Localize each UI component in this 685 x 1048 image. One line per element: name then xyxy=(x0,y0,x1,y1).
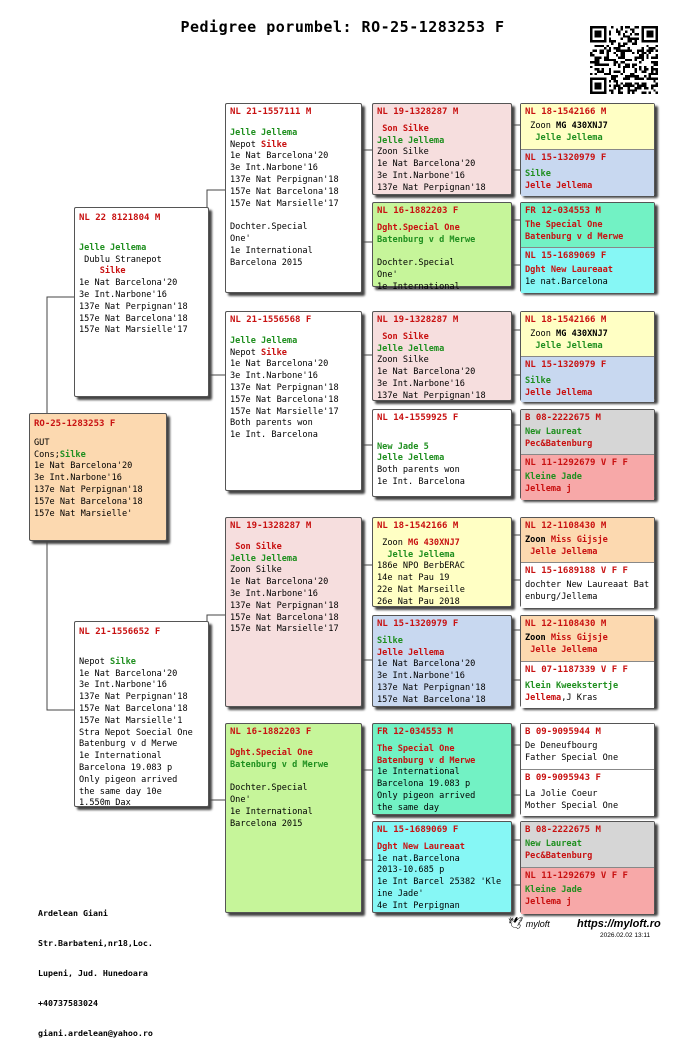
detail-line: Zoon Miss Gijsje xyxy=(525,632,608,643)
detail-line: 157e Nat Barcelona'18 xyxy=(230,394,339,405)
detail-line: 157e Nat Barcelona'18 xyxy=(377,694,486,705)
detail-line: 157e Nat Marsielle' xyxy=(34,508,133,519)
detail-line: 1e Nat Barcelona'20 xyxy=(230,151,329,162)
detail-line: Jelle Jellema xyxy=(530,644,598,655)
detail-line: New Jade 5 xyxy=(377,441,429,452)
detail-line: Zoon Silke xyxy=(230,565,282,576)
gen4-ring-4: NL 15-1689069 F xyxy=(525,251,607,261)
gen3-card-8[interactable] xyxy=(372,821,512,913)
detail-line: 4e Int Perpignan xyxy=(377,900,460,911)
gen4-ring-10: NL 15-1689188 V F F xyxy=(525,566,628,576)
detail-line: 1e Nat Barcelona'20 xyxy=(377,367,476,378)
detail-line: 1e Nat Barcelona'20 xyxy=(79,668,178,679)
gen3-card-7[interactable] xyxy=(372,723,512,815)
gen4-ring-13: B 09-9095944 M xyxy=(525,727,601,737)
gen4-details-6 xyxy=(525,376,650,400)
detail-line: One' xyxy=(230,233,251,244)
breeder-street: Str.Barbateni,nr18,Loc. xyxy=(38,938,153,948)
detail-line: 1e International xyxy=(230,806,313,817)
detail-line: Dght New Laureaat xyxy=(525,264,613,275)
gen4-ring-12: NL 07-1187339 V F F xyxy=(525,665,628,675)
detail-line: 1e Nat Barcelona'20 xyxy=(230,577,329,588)
dam-dam-details xyxy=(230,748,357,831)
detail-line: 14e nat Pau 19 xyxy=(377,573,450,584)
detail-line: Jelle Jellema xyxy=(230,553,298,564)
detail-line: Jelle Jellema xyxy=(525,180,593,191)
detail-line xyxy=(230,210,357,222)
detail-line: Jelle Jellema xyxy=(387,549,455,560)
detail-line: Stra Nepot Soecial One xyxy=(79,727,193,738)
gen4-details-2 xyxy=(525,169,650,193)
detail-line: Batenburg v d Merwe xyxy=(79,739,178,750)
gen4-cell-7[interactable] xyxy=(521,410,654,454)
detail-line: Barcelona 2015 xyxy=(230,818,303,829)
detail-line xyxy=(377,430,507,442)
detail-line: New Laureat xyxy=(525,426,582,437)
detail-line: Jelle Jellema xyxy=(530,546,598,557)
detail-line: 1e International xyxy=(230,245,313,256)
detail-line: ine Jade' xyxy=(377,888,424,899)
detail-line: De Deneufbourg xyxy=(525,740,598,751)
detail-line: 157e Nat Marsielle'17 xyxy=(230,406,339,417)
detail-line: 3e Int.Narbone'16 xyxy=(79,289,167,300)
page-title: Pedigree porumbel: RO-25-1283253 F xyxy=(180,18,505,36)
detail-line: Nepot Silke xyxy=(79,656,136,667)
detail-line: Silke xyxy=(525,375,551,386)
detail-line: 137e Nat Perpignan'18 xyxy=(79,692,188,703)
gen4-details-5 xyxy=(525,329,650,353)
detail-line: Cons;Silke xyxy=(34,449,86,460)
gen4-cell-13[interactable] xyxy=(521,724,654,769)
gen4-cell-11[interactable] xyxy=(521,616,654,661)
gen4-details-11 xyxy=(525,633,650,657)
detail-line: 3e Int.Narbone'16 xyxy=(377,671,465,682)
detail-line: 1e International xyxy=(377,767,460,778)
dove-icon: 🕊 xyxy=(508,916,524,930)
gen4-cell-14[interactable] xyxy=(521,769,654,816)
detail-line: Son Silke xyxy=(382,123,429,134)
gen3-details-2 xyxy=(377,223,507,294)
dam-sire-card[interactable] xyxy=(225,517,362,707)
detail-line: Both parents won xyxy=(230,418,313,429)
detail-line: Pec&Batenburg xyxy=(525,850,593,861)
gen4-ring-1: NL 18-1542166 M xyxy=(525,107,607,117)
breeder-name: Ardelean Giani xyxy=(38,908,108,918)
myloft-logo xyxy=(508,916,550,930)
sire-dam-card[interactable] xyxy=(225,311,362,491)
detail-line: 157e Nat Barcelona'18 xyxy=(230,612,339,623)
detail-line: the same day 10e xyxy=(79,786,162,797)
detail-line: dochter New Laureaat Bat xyxy=(525,579,650,590)
detail-line: Dochter.Special xyxy=(230,222,308,233)
gen3-ring-6: NL 15-1320979 F xyxy=(377,619,459,629)
sire-sire-details xyxy=(230,128,357,270)
gen4-details-1 xyxy=(525,121,650,145)
gen4-cell-9[interactable] xyxy=(521,518,654,562)
gen4-cell-8[interactable] xyxy=(521,454,654,500)
gen4-details-9 xyxy=(525,535,650,559)
subject-ring: RO-25-1283253 F xyxy=(34,419,116,429)
detail-line: Zoon Miss Gijsje xyxy=(525,534,608,545)
detail-line: Jelle Jellema xyxy=(79,242,147,253)
dam-details xyxy=(79,657,204,810)
dam-ring: NL 21-1556652 F xyxy=(79,627,161,637)
gen4-pair-8 xyxy=(520,821,655,913)
detail-line: 1e nat.Barcelona xyxy=(377,853,460,864)
detail-line: 157e Nat Barcelona'18 xyxy=(79,703,188,714)
detail-line: Jelle Jellema xyxy=(377,343,445,354)
gen4-ring-6: NL 15-1320979 F xyxy=(525,360,607,370)
detail-line: La Jolie Coeur xyxy=(525,788,598,799)
detail-line xyxy=(377,246,507,258)
website-link[interactable]: https://myloft.ro xyxy=(577,918,661,930)
gen4-ring-9: NL 12-1108430 M xyxy=(525,521,607,531)
gen4-ring-7: B 08-2222675 M xyxy=(525,413,601,423)
detail-line: Dght.Special One xyxy=(377,222,460,233)
gen4-ring-3: FR 12-034553 M xyxy=(525,206,601,216)
detail-line: 157e Nat Barcelona'18 xyxy=(79,313,188,324)
gen4-details-16 xyxy=(525,885,650,909)
detail-line: Jelle Jellema xyxy=(535,132,603,143)
detail-line: Son Silke xyxy=(235,541,282,552)
detail-line: Jelle Jellema xyxy=(377,453,445,464)
detail-line: Jellema,J Kras xyxy=(525,692,598,703)
detail-line: One' xyxy=(377,269,398,280)
detail-line xyxy=(230,771,357,783)
gen3-card-3[interactable] xyxy=(372,311,512,401)
gen3-ring-1: NL 19-1328287 M xyxy=(377,107,459,117)
gen4-cell-3[interactable] xyxy=(521,203,654,247)
gen3-details-8 xyxy=(377,842,507,913)
breeder-email[interactable]: giani.ardelean@yahoo.ro xyxy=(38,1028,153,1038)
gen4-cell-10[interactable] xyxy=(521,562,654,608)
detail-line: Silke xyxy=(99,266,126,277)
detail-line: Jellema j xyxy=(525,483,572,494)
detail-line: 137e Nat Perpignan'18 xyxy=(34,484,143,495)
detail-line: Batenburg v d Merwe xyxy=(377,755,476,766)
sire-dam-details xyxy=(230,336,357,442)
detail-line: Silke xyxy=(377,635,403,646)
gen4-details-13 xyxy=(525,741,650,765)
detail-line: Zoon Silke xyxy=(377,147,429,158)
detail-line: 3e Int.Narbone'16 xyxy=(230,371,318,382)
detail-line: Jelle Jellema xyxy=(230,127,298,138)
gen4-ring-2: NL 15-1320979 F xyxy=(525,153,607,163)
dam-sire-details xyxy=(230,542,357,636)
gen4-cell-4[interactable] xyxy=(521,247,654,293)
detail-line: Jelle Jellema xyxy=(377,135,445,146)
sire-details xyxy=(79,243,204,337)
gen3-ring-3: NL 19-1328287 M xyxy=(377,315,459,325)
detail-line: 1e International xyxy=(377,281,460,292)
gen4-pair-2 xyxy=(520,202,655,292)
detail-line: 157e Nat Barcelona'18 xyxy=(34,496,143,507)
gen4-pair-7 xyxy=(520,723,655,815)
detail-line: 1e Int. Barcelona xyxy=(230,430,318,441)
detail-line: 137e Nat Perpignan'18 xyxy=(230,174,339,185)
detail-line: Nepot Silke xyxy=(230,139,287,150)
detail-line: 157e Nat Marsielle'17 xyxy=(230,198,339,209)
gen4-cell-1[interactable] xyxy=(521,104,654,149)
myloft-logo-text: myloft xyxy=(525,919,550,929)
detail-line: 1e Int. Barcelona xyxy=(377,476,465,487)
detail-line: Kleine Jade xyxy=(525,471,582,482)
detail-line: Dublu Stranepot xyxy=(79,254,162,265)
detail-line: Zoon MG 430XNJ7 xyxy=(377,537,460,548)
gen3-details-3 xyxy=(377,332,507,403)
detail-line: Mother Special One xyxy=(525,800,619,811)
detail-line: Klein Kweekstertje xyxy=(525,680,619,691)
gen3-card-1[interactable] xyxy=(372,103,512,195)
detail-line: Zoon MG 430XNJ7 xyxy=(525,120,608,131)
gen3-card-4[interactable] xyxy=(372,409,512,497)
gen3-details-5 xyxy=(377,538,507,609)
detail-line: Barcelona 19.083 p xyxy=(377,779,471,790)
detail-line: 1e International xyxy=(79,751,162,762)
detail-line: 137e Nat Perpignan'18 xyxy=(79,301,188,312)
subject-details xyxy=(34,438,162,521)
detail-line: 137e Nat Perpignan'18 xyxy=(230,382,339,393)
detail-line: 1e Nat Barcelona'20 xyxy=(34,461,133,472)
detail-line: 3e Int.Narbone'16 xyxy=(34,473,122,484)
gen3-ring-5: NL 18-1542166 M xyxy=(377,521,459,531)
detail-line: Son Silke xyxy=(382,331,429,342)
detail-line: Jelle Jellema xyxy=(535,340,603,351)
gen4-cell-6[interactable] xyxy=(521,356,654,402)
detail-line: Pec&Batenburg xyxy=(525,438,593,449)
gen4-details-12 xyxy=(525,681,650,705)
detail-line: 3e Int.Narbone'16 xyxy=(79,680,167,691)
detail-line: Batenburg v d Merwe xyxy=(230,759,329,770)
detail-line: 157e Nat Barcelona'18 xyxy=(230,186,339,197)
gen3-card-2[interactable] xyxy=(372,202,512,292)
gen4-details-4 xyxy=(525,265,650,289)
gen4-details-15 xyxy=(525,839,650,863)
sire-dam-ring: NL 21-1556568 F xyxy=(230,315,312,325)
sire-sire-ring: NL 21-1557111 M xyxy=(230,107,312,117)
gen4-details-10 xyxy=(525,580,650,604)
detail-line: 22e Nat Marseille xyxy=(377,584,465,595)
detail-line: New Laureat xyxy=(525,838,582,849)
detail-line: 3e Int.Narbone'16 xyxy=(230,588,318,599)
detail-line: 2013-10.685 p xyxy=(377,865,445,876)
gen3-details-1 xyxy=(377,124,507,195)
gen4-ring-16: NL 11-1292679 V F F xyxy=(525,871,628,881)
gen4-ring-15: B 08-2222675 M xyxy=(525,825,601,835)
gen4-cell-5[interactable] xyxy=(521,312,654,356)
detail-line: One' xyxy=(230,794,251,805)
detail-line: the same day xyxy=(377,802,440,813)
detail-line: 137e Nat Perpignan'18 xyxy=(377,682,486,693)
detail-line: 3e Int.Narbone'16 xyxy=(377,378,465,389)
detail-line: Dochter.Special xyxy=(377,258,455,269)
gen4-cell-12[interactable] xyxy=(521,661,654,708)
gen4-details-7 xyxy=(525,427,650,451)
detail-line: 1e Nat Barcelona'20 xyxy=(377,159,476,170)
gen4-pair-4 xyxy=(520,409,655,499)
detail-line: Barcelona 19.083 p xyxy=(79,762,173,773)
detail-line: Dochter.Special xyxy=(230,783,308,794)
detail-line: 1e Nat Barcelona'20 xyxy=(230,359,329,370)
detail-line: 1e Nat Barcelona'20 xyxy=(377,659,476,670)
detail-line: Jellema j xyxy=(525,896,572,907)
gen3-ring-4: NL 14-1559925 F xyxy=(377,413,459,423)
detail-line: Kleine Jade xyxy=(525,884,582,895)
gen4-cell-16[interactable] xyxy=(521,867,654,914)
gen4-pair-3 xyxy=(520,311,655,401)
detail-line: 137e Nat Perpignan'18 xyxy=(377,390,486,401)
detail-line: 1e Int Barcel 25382 'Kle xyxy=(377,877,502,888)
gen4-ring-8: NL 11-1292679 V F F xyxy=(525,458,628,468)
detail-line: 137e Nat Perpignan'18 xyxy=(377,182,486,193)
detail-line: 186e NPO BerbERAC xyxy=(377,561,465,572)
gen4-details-8 xyxy=(525,472,650,496)
sire-ring: NL 22 8121804 M xyxy=(79,213,161,223)
sire-sire-card[interactable] xyxy=(225,103,362,293)
gen4-ring-11: NL 12-1108430 M xyxy=(525,619,607,629)
detail-line: Dght New Laureaat xyxy=(377,841,465,852)
gen4-ring-14: B 09-9095943 F xyxy=(525,773,601,783)
gen4-cell-2[interactable] xyxy=(521,149,654,196)
gen3-details-6 xyxy=(377,636,507,707)
detail-line: 26e Nat Pau 2018 xyxy=(377,596,460,607)
gen3-card-6[interactable] xyxy=(372,615,512,707)
detail-line: Jelle Jellema xyxy=(525,387,593,398)
detail-line: 137e Nat Perpignan'18 xyxy=(230,600,339,611)
sire-card[interactable] xyxy=(74,207,209,397)
gen4-pair-1 xyxy=(520,103,655,195)
detail-line: 3e Int.Narbone'16 xyxy=(377,170,465,181)
detail-line: 157e Nat Marsielle'17 xyxy=(230,624,339,635)
gen4-details-3 xyxy=(525,220,650,244)
gen3-card-5[interactable] xyxy=(372,517,512,607)
detail-line: Batenburg v d Merwe xyxy=(525,231,624,242)
dam-card[interactable] xyxy=(74,621,209,807)
gen3-details-7 xyxy=(377,744,507,815)
detail-line: 1e Nat Barcelona'20 xyxy=(79,278,178,289)
gen3-details-4 xyxy=(377,430,507,489)
detail-line: Dght.Special One xyxy=(230,747,313,758)
detail-line: 1.550m Dax xyxy=(79,798,131,809)
detail-line: Jelle Jellema xyxy=(377,647,445,658)
detail-line: Silke xyxy=(525,168,551,179)
detail-line: Batenburg v d Merwe xyxy=(377,234,476,245)
breeder-city: Lupeni, Jud. Hunedoara xyxy=(38,968,148,978)
detail-line: enburg/Jellema xyxy=(525,591,598,602)
detail-line: 157e Nat Marsielle'1 xyxy=(79,715,183,726)
gen3-ring-7: FR 12-034553 M xyxy=(377,727,453,737)
detail-line: 3e Int.Narbone'16 xyxy=(230,163,318,174)
gen4-cell-15[interactable] xyxy=(521,822,654,867)
gen3-ring-2: NL 16-1882203 F xyxy=(377,206,459,216)
detail-line: Zoon Silke xyxy=(377,355,429,366)
gen4-details-14 xyxy=(525,789,650,813)
detail-line: The Special One xyxy=(525,219,603,230)
gen3-ring-8: NL 15-1689069 F xyxy=(377,825,459,835)
detail-line: Nepot Silke xyxy=(230,347,287,358)
detail-line: Zoon MG 430XNJ7 xyxy=(525,328,608,339)
subject-pigeon-card[interactable] xyxy=(29,413,167,541)
detail-line: Only pigeon arrived xyxy=(377,790,476,801)
detail-line: GUT xyxy=(34,437,50,448)
dam-sire-ring: NL 19-1328287 M xyxy=(230,521,312,531)
breeder-phone: +40737583024 xyxy=(38,998,98,1008)
detail-line: Both parents won xyxy=(377,465,460,476)
detail-line: 1e nat.Barcelona xyxy=(525,276,608,287)
detail-line: The Special One xyxy=(377,743,455,754)
gen4-ring-5: NL 18-1542166 M xyxy=(525,315,607,325)
detail-line: Jelle Jellema xyxy=(230,335,298,346)
print-timestamp: 2026.02.02 13:11 xyxy=(600,932,651,939)
gen4-pair-6 xyxy=(520,615,655,707)
dam-dam-card[interactable] xyxy=(225,723,362,913)
detail-line: Father Special One xyxy=(525,752,619,763)
gen4-pair-5 xyxy=(520,517,655,607)
detail-line: Only pigeon arrived xyxy=(79,774,178,785)
dam-dam-ring: NL 16-1882203 F xyxy=(230,727,312,737)
detail-line: 157e Nat Marsielle'17 xyxy=(79,325,188,336)
detail-line: Barcelona 2015 xyxy=(230,257,303,268)
breeder-address xyxy=(38,888,153,1048)
